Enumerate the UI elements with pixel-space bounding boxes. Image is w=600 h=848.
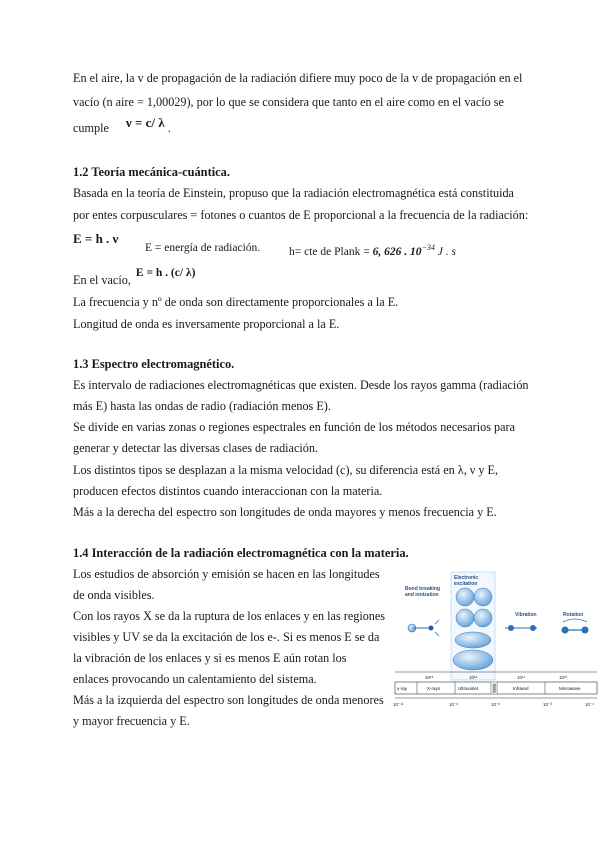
freq-tick-4: 10¹² <box>559 675 568 680</box>
s14-line-7: Más a la izquierda del espectro son longitudes de onda menores <box>73 693 384 707</box>
region-infrared: Infrared <box>513 686 529 691</box>
intro-line-2: vacío (n aire = 1,00029), por lo que se considera que tanto en el aire como en el vacío se <box>73 95 504 109</box>
freq-tick-2: 10¹⁶ <box>469 675 478 680</box>
intro-line-3 <box>73 115 171 136</box>
heading-1-4: 1.4 Interacción de la radiación electromagnética con la materia. <box>73 546 409 560</box>
wl-tick-5: 10⁻¹ <box>585 702 594 707</box>
region-xrays: X-rays <box>427 686 441 691</box>
s13-line-3: Se divide en varias zonas o regiones espectrales en función de los métodos necesarios para <box>73 420 515 434</box>
heading-1-2: 1.2 Teoría mecánica-cuántica. <box>73 165 230 179</box>
intro-cumple: cumple <box>73 121 109 135</box>
s14-line-6: enlaces provocando un calentamiento del sistema. <box>73 672 317 686</box>
vacuum-line <box>73 267 196 289</box>
h-value: 6, 626 . 10 <box>372 245 422 258</box>
s14-line-5: la vibración de los enlaces y si es menos E aún rotan los <box>73 651 347 665</box>
region-visible: Visible <box>492 683 497 693</box>
intro-period: . <box>167 121 171 135</box>
h-label: h= cte de Plank = <box>289 245 370 258</box>
formula-vacuum: E = h . (c/ λ) <box>135 267 196 279</box>
electronic-label-2: excitation <box>454 581 478 587</box>
s13-line-5: Los distintos tipos se desplazan a la misma velocidad (c), su diferencia está en λ, ν y E, <box>73 463 498 477</box>
electronic-label-1: Electronic <box>454 575 479 581</box>
energy-label: E = energía de radiación. <box>145 242 261 254</box>
freq-tick-3: 10¹⁴ <box>517 675 526 680</box>
s12-paragraph-1: Basada en la teoría de Einstein, propuso que la radiación electromagnética está constituida <box>73 186 514 200</box>
vibration-label: Vibration <box>515 612 537 618</box>
s13-line-2: más E) hasta las ondas de radio (radiación menos E). <box>73 399 331 413</box>
h-units: J . s <box>437 245 456 258</box>
region-gamma: γ-ray <box>397 686 407 691</box>
freq-tick-1: 10¹⁸ <box>425 675 434 680</box>
s14-line-1: Los estudios de absorción y emisión se hacen en las longitudes <box>73 567 380 581</box>
s13-line-1: Es intervalo de radiaciones electromagnéticas que existen. Desde los rayos gamma (radiación <box>73 378 529 392</box>
formula-planck: E = h . ν <box>73 231 119 246</box>
planck-constant <box>289 240 456 260</box>
s12-line-wavelength: Longitud de onda es inversamente proporcional a la E. <box>73 317 340 331</box>
rotation-label: Rotation <box>563 612 584 618</box>
wl-tick-3: 10⁻⁶ <box>491 702 501 707</box>
vacuum-prefix: En el vacío, <box>73 273 131 287</box>
region-microwave: Microwave <box>559 686 581 691</box>
wl-tick-4: 10⁻³ <box>543 702 552 707</box>
s13-line-4: generar y detectar las diversas clases de radiación. <box>73 441 318 455</box>
h-exponent: −34 <box>421 243 435 252</box>
s13-line-6: producen efectos distintos cuando interaccionan con la materia. <box>73 484 383 498</box>
bond-label-2: and ionization <box>405 592 439 598</box>
intro-line-1: En el aire, la v de propagación de la radiación difiere muy poco de la v de propagación en el <box>73 71 523 85</box>
formula-nu: ν = c/ λ <box>125 115 165 130</box>
s13-line-7: Más a la derecha del espectro son longitudes de onda mayores y menos frecuencia y E. <box>73 505 497 519</box>
s14-line-8: y mayor frecuencia y E. <box>73 714 190 728</box>
region-ultraviolet: Ultraviolet <box>458 686 479 691</box>
s14-line-3: Con los rayos X se da la ruptura de los enlaces y en las regiones <box>73 609 386 623</box>
wl-tick-1: 10⁻¹¹ <box>393 702 404 707</box>
s12-line-freq: La frecuencia y nº de onda son directamente proporcionales a la E. <box>73 295 399 309</box>
s12-paragraph-2: por entes corpusculares = fotones o cuantos de E proporcional a la frecuencia de la radiación: <box>73 208 529 222</box>
spectrum-figure <box>387 566 600 718</box>
bond-label-1: Bond breaking <box>405 586 441 592</box>
heading-1-3: 1.3 Espectro electromagnético. <box>73 357 235 371</box>
s14-line-2: de onda visibles. <box>73 588 155 602</box>
wl-tick-2: 10⁻⁸ <box>449 702 459 707</box>
s14-line-4: visibles y UV se da la excitación de los e-. Si es menos E se da <box>73 630 380 644</box>
